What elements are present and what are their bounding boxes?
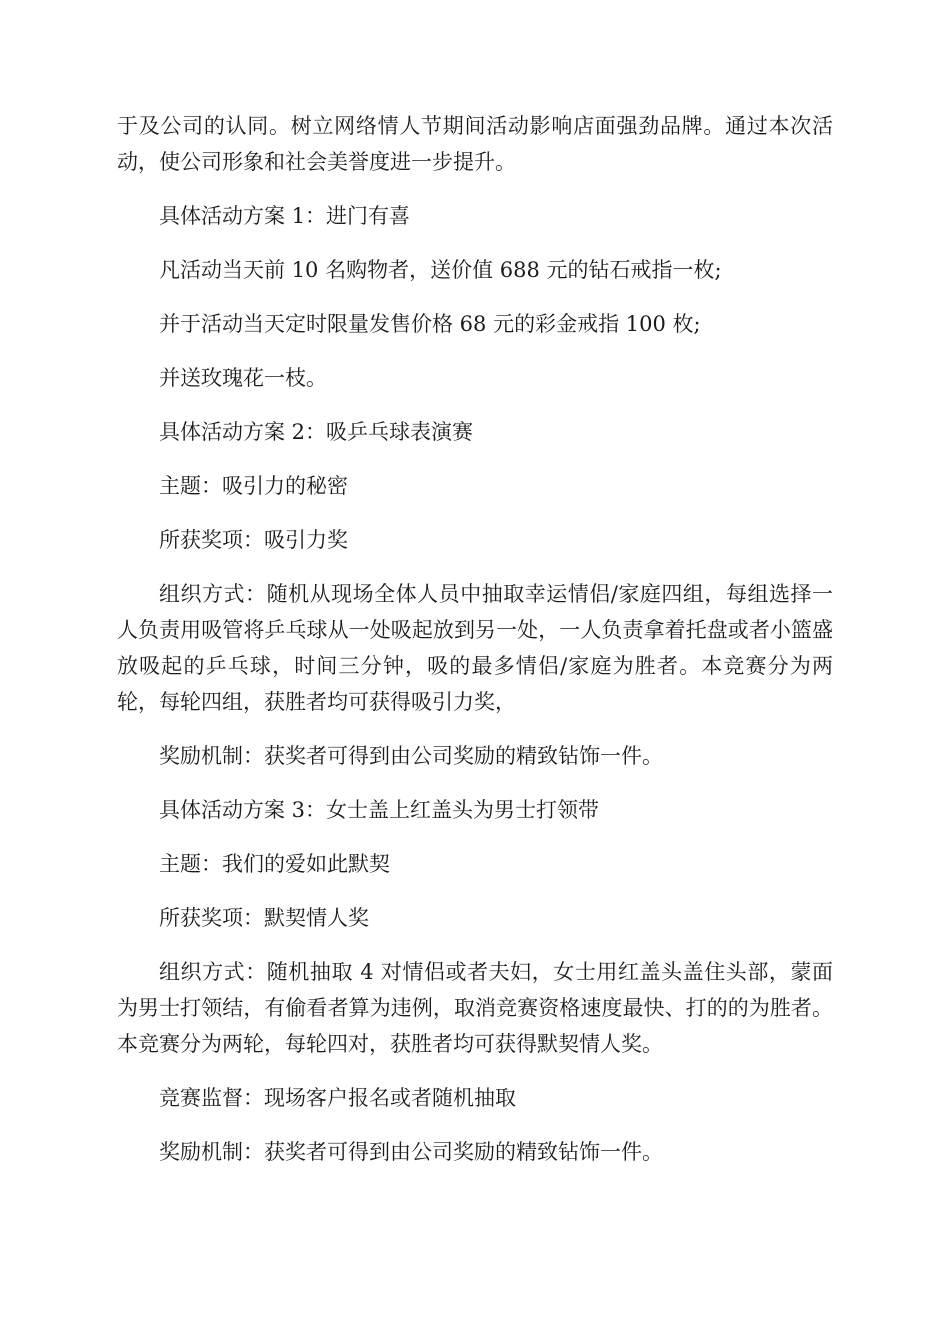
document-body <box>117 108 833 1188</box>
paragraph-plan-1-item-3: 并送玫瑰花一枝。 <box>159 366 327 390</box>
paragraph-plan-3-heading: 具体活动方案 3：女士盖上红盖头为男士打领带 <box>159 798 600 822</box>
paragraph-plan-2-heading: 具体活动方案 2：吸乒乓球表演赛 <box>159 420 474 444</box>
paragraph-plan-3-theme: 主题：我们的爱如此默契 <box>159 852 390 876</box>
paragraph-plan-2-award: 所获奖项：吸引力奖 <box>159 528 348 552</box>
paragraph-plan-3-reward: 奖励机制：获奖者可得到由公司奖励的精致钻饰一件。 <box>159 1140 663 1164</box>
paragraph-plan-2-reward: 奖励机制：获奖者可得到由公司奖励的精致钻饰一件。 <box>159 744 663 768</box>
paragraph-plan-3-organization: 组织方式：随机抽取 4 对情侣或者夫妇，女士用红盖头盖住头部，蒙面为男士打领结，有偷看者算为违例，取消竞赛资格速度最快、打的的为胜者。本竞赛分为两轮，每轮四对，获胜者均可获得默契情人奖。 <box>117 960 833 1056</box>
paragraph-plan-1-item-1: 凡活动当天前 10 名购物者，送价值 688 元的钻石戒指一枚; <box>159 258 722 282</box>
paragraph-plan-1-item-2: 并于活动当天定时限量发售价格 68 元的彩金戒指 100 枚; <box>159 312 701 336</box>
paragraph-plan-2-theme: 主题：吸引力的秘密 <box>159 474 348 498</box>
paragraph-plan-1-heading: 具体活动方案 1：进门有喜 <box>159 204 411 228</box>
paragraph-plan-3-supervision: 竞赛监督：现场客户报名或者随机抽取 <box>159 1086 516 1110</box>
paragraph-intro-continuation: 于及公司的认同。树立网络情人节期间活动影响店面强劲品牌。通过本次活动，使公司形象和社会美誉度进一步提升。 <box>117 114 833 174</box>
paragraph-plan-2-organization: 组织方式：随机从现场全体人员中抽取幸运情侣/家庭四组，每组选择一人负责用吸管将乒乓球从一处吸起放到另一处，一人负责拿着托盘或者小篮盛放吸起的乒乓球，时间三分钟，吸的最多情侣/家庭为胜者。本竞赛分为两轮，每轮四组，获胜者均可获得吸引力奖， <box>117 582 833 714</box>
paragraph-plan-3-award: 所获奖项：默契情人奖 <box>159 906 369 930</box>
